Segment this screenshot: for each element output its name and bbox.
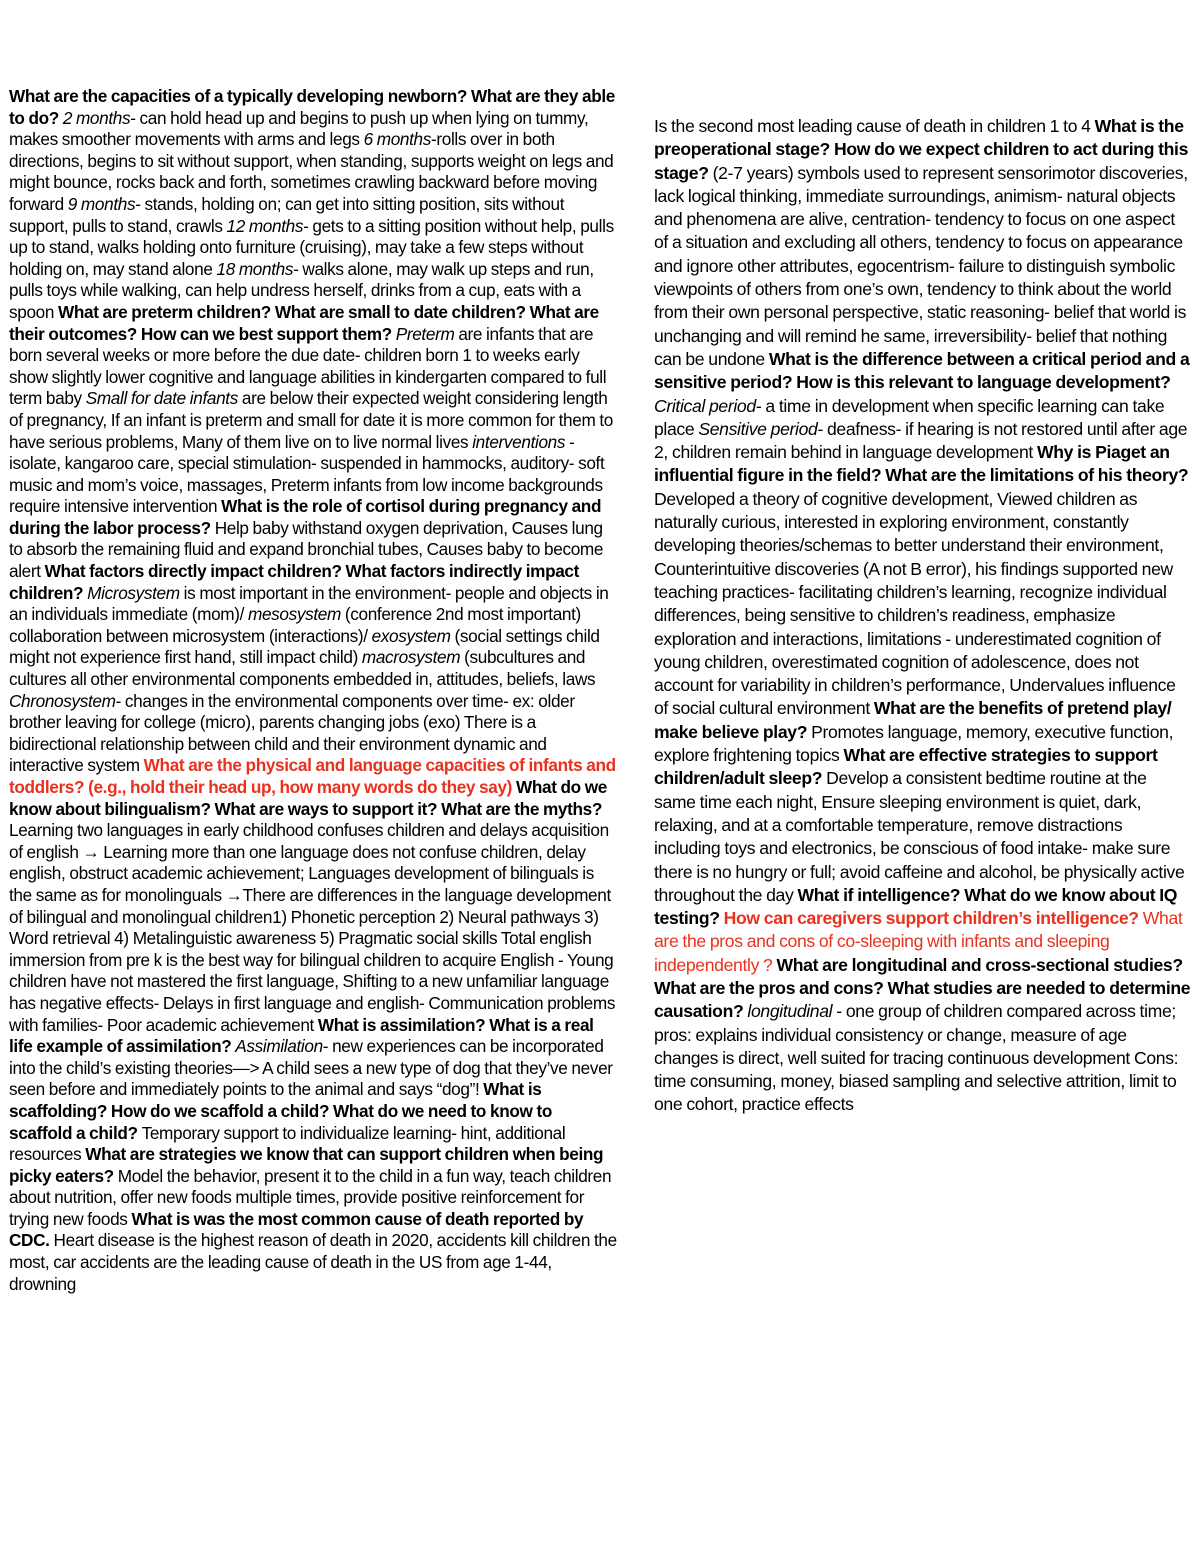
term-text: macrosystem [361,647,461,668]
right-column [654,115,1192,1117]
left-column [9,86,617,1295]
body-text: - gets to a sitting position without help, pulls up to stand, walks holding onto furniture (cruising), may take a few steps without holding on, may stand alone [9,215,614,279]
term-text: Assimilation [235,1036,323,1057]
body-text: - isolate, kangaroo care, special stimulation- suspended in hammocks, auditory- soft music and mom’s voice, massages, Preterm infants from low income backgrounds require intensive intervention [9,431,605,517]
body-text: are infants that are born several weeks or more before the due date- children born 1 to weeks early show slightly lower cognitive and language abilities in kindergarten compared to full term baby [9,323,607,409]
question-text: What is the role of cortisol during pregnancy and during the labor process? [9,496,602,538]
term-text: interventions [472,431,566,452]
question-text: What do we know about bilingualism? What are ways to support it? What are the myths? [9,777,607,819]
body-text: Develop a consistent bedtime routine at the same time each night, Ensure sleeping environment is quiet, dark, relaxing, and at a comfortable temperature, remove distractions including toys and electronics, be conscious of food intake- make sure there is no hungry or full; avoid caffeine and alcohol, be physically active throughout the day [654,768,1185,905]
body-text: are below their expected weight considering length of pregnancy, If an infant is preterm and small for date it is more common for them to have serious problems, Many of them live on to live normal lives [9,388,613,452]
body-text: Model the behavior, present it to the child in a fun way, teach children about nutrition, offer new foods multiple times, provide positive reinforcement for trying new foods [9,1165,612,1229]
term-text: 12 months [226,215,304,236]
term-text: 18 months [216,258,294,279]
body-text: (2-7 years) symbols used to represent sensorimotor discoveries, lack logical thinking, immediate surroundings, animism- natural objects and phenomena are alive, centration- tendency to focus on one aspect of a situation and excluding all others, tendency to focus on appearance and ignore other attributes, egocentrism- failure to distinguish symbolic viewpoints of others from one’s own, tendency to think about the world from their own personal perspective, static reasoning- belief that world is unchanging and will remind he same, irreversibility- belief that nothing can be undone [654,162,1188,369]
body-text: Promotes language, memory, executive function, explore frightening topics [654,721,1174,766]
highlight-question-text: How can caregivers support children’s intelligence? [723,908,1143,929]
question-text: What are the capacities of a typically developing newborn? What are they able to do? [9,86,616,128]
question-text: What are effective strategies to support children/adult sleep? [654,745,1158,789]
question-text: What is the preoperational stage? How do we expect children to act during this stage? [654,116,1189,183]
body-text: Temporary support to individualize learning- hint, additional resources [9,1122,566,1165]
body-text: (social settings child might not experience first hand, still impact child) [9,625,600,668]
body-text: Heart disease is the highest reason of death in 2020, accidents kill children the most, car accidents are the leading cause of death in the US from age 1-44, drowning [9,1230,617,1294]
body-text: - deafness- if hearing is not restored until after age 2, children remain behind in language development [654,418,1188,463]
body-text: Learning two languages in early childhood confuses children and delays acquisition of english → Learning more than one language does not confuse children, delay english, obstruct academic achievement; Languages development of bilinguals is the same as for monolinguals →There are differences in the language development of bilingual and monolingual children1) Phonetic perception 2) Neural pathways 3) Word retrieval 4) Metalinguistic awareness 5) Pragmatic social skills Total english immersion from pre k is the best way for bilingual children to acquire English - Young children have not mastered the first language, Shifting to a new unfamiliar language has negative effects- Delays in first language and english- Communication problems with families- Poor academic achievement [9,820,616,1035]
body-text: - can hold head up and begins to push up when lying on tummy, makes smoother movements with arms and legs [9,107,589,150]
question-text: What are longitudinal and cross-sectional studies? What are the pros and cons? What studies are needed to determine causation? [654,954,1191,1022]
body-text: - a time in development when specific learning can take place [654,395,1165,439]
term-text: longitudinal [747,1001,833,1022]
highlight-question-text: What are the physical and language capacities of infants and toddlers? (e.g., hold their head up, how many words do they say) [9,755,616,797]
term-text: Microsystem [87,582,180,603]
question-text: What are preterm children? What are small to date children? What are their outcomes? How can we best support them? [9,301,599,344]
body-text: - changes in the environmental components over time- ex: older brother leaving for college (micro), parents changing jobs (exo) There is a bidirectional relationship between child and their environment dynamic and interactive system [9,690,575,776]
question-text: What are the benefits of pretend play/ make believe play? [654,698,1172,742]
body-text: - new experiences can be incorporated into the child’s existing theories—> A child sees a new type of dog that they’ve never seen before and immediately points to the animal and says “dog”! [9,1036,613,1100]
body-text: (subcultures and cultures all other environmental components embedded in, attitudes, beliefs, laws [9,647,596,690]
term-text: 9 months [67,193,136,214]
term-text: exosystem [371,625,451,646]
term-text: Critical period [654,395,756,416]
body-text: -rolls over in both directions, begins to sit without support, when standing, supports weight on legs and might bounce, rocks back and forth, sometimes crawling backward before moving forward [9,129,614,214]
body-text: Is the second most leading cause of death in children 1 to 4 [654,116,1095,136]
body-text: is most important in the environment- people and objects in an individuals immediate (mom)/ [9,582,609,625]
question-text: What is was the most common cause of death reported by CDC. [9,1208,584,1251]
term-text: Small for date infants [85,388,238,409]
highlight-text: What are the pros and cons of co-sleeping with infants and sleeping independently ? [654,908,1183,975]
question-text: What are strategies we know that can support children when being picky eaters? [9,1144,604,1186]
body-text: - stands, holding on; can get into sitting position, sits without support, pulls to stand, crawls [9,193,565,236]
body-text: Help baby withstand oxygen deprivation, Causes lung to absorb the remaining fluid and expand bronchial tubes, Causes baby to become alert [9,517,604,582]
question-text: What if intelligence? What do we know about IQ testing? [654,884,1178,929]
term-text: Chronosystem [9,690,116,711]
term-text: 2 months [62,107,131,128]
question-text: What is assimilation? What is a real life example of assimilation? [9,1014,594,1057]
body-text: - walks alone, may walk up steps and run, pulls toys while walking, can help undress herself, drinks from a cup, eats with a spoon [9,258,594,322]
body-text: - one group of children compared across time; pros: explains individual consistency or change, measure of age changes is direct, well suited for tracing continuous development Cons: time consuming, money, biased sampling and selective attrition, limit to one cohort, practice effects [654,1001,1179,1115]
question-text: What is scaffolding? How do we scaffold a child? What do we need to know to scaffold a child? [9,1079,552,1143]
body-text: Developed a theory of cognitive development, Viewed children as naturally curious, interested in exploring environment, constantly developing theories/schemas to better understand their environment, Counterintuitive discoveries (A not B error), his findings supported new teaching practices- facilitating children’s learning, recognize individual differences, being sensitive to children’s readiness, emphasize exploration and interactions, limitations - underestimated cognition of young children, overestimated cognition of adolescence, does not account for variability in children’s performance, Undervalues influence of social cultural environment [654,488,1176,719]
body-text: (conference 2nd most important) collaboration between microsystem (interactions)/ [9,604,581,646]
term-text: mesosystem [247,604,341,625]
term-text: 6 months [363,129,431,150]
term-text: Preterm [395,323,455,344]
question-text: What is the difference between a critical period and a sensitive period? How is this relevant to language development? [654,348,1190,393]
question-text: What factors directly impact children? What factors indirectly impact children? [9,561,580,603]
term-text: Sensitive period [698,418,818,439]
question-text: Why is Piaget an influential figure in the field? What are the limitations of his theory? [654,442,1189,486]
